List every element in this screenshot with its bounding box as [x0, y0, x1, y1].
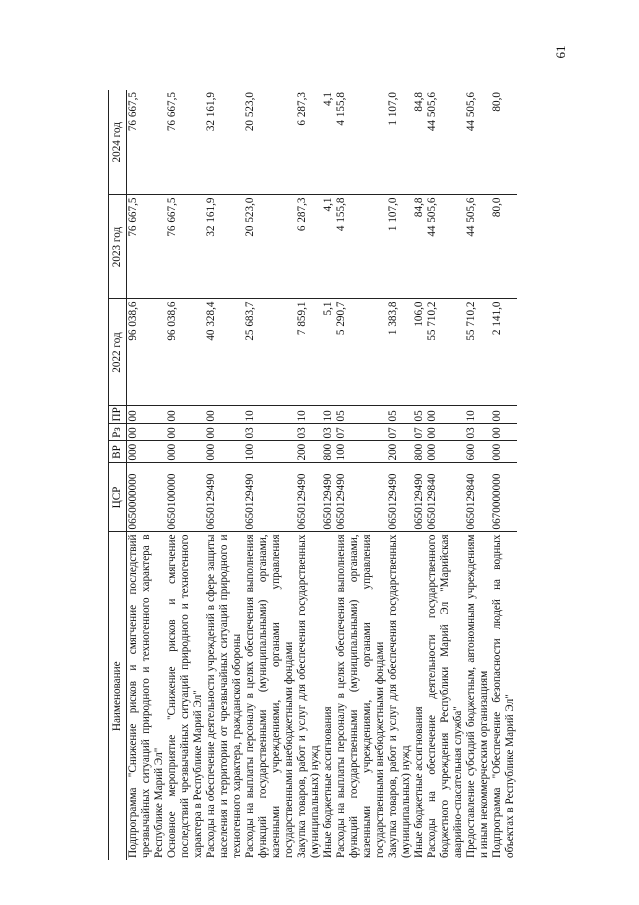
row-csr: 0650129490 [244, 463, 296, 532]
row-name: Расходы на выплаты персоналу в целях обеспечения выполнения функций государственными (муниципальными) органами, казенными учреждениями, органами управления государственными внебюджетными фондами [244, 532, 296, 860]
row-pr: 00 [426, 406, 465, 424]
row-csr: 0650000000 [127, 463, 167, 532]
row-rz: 03 [296, 424, 322, 441]
row-2024: 4,1 [322, 92, 334, 106]
row-2023: 20 523,0 [244, 195, 296, 299]
row-name: Расходы на обеспечение деятельности учреждений в сфере защиты населения и территории от чрезвычайных ситуаций природного и техногенного характера, гражданской обороны [205, 532, 244, 860]
row-name: Расходы на обеспечение деятельности государственного бюджетного учреждения Республики Марий Эл "Марийская аварийно-спасательная служба" [426, 532, 465, 860]
table-row [127, 90, 167, 860]
row-rz: 07 [413, 424, 426, 441]
row-rz: 03 [244, 424, 296, 441]
row-csr: 0650129490 [205, 463, 244, 532]
row-2023: 4 155,8 [335, 195, 387, 299]
row-2022: 55 710,2 [426, 299, 465, 406]
row-csr: 0650100000 [166, 463, 205, 532]
table-row [205, 90, 244, 860]
table-row [426, 90, 465, 860]
table-body [127, 90, 518, 860]
row-vr: 000 [166, 441, 205, 463]
row-rz: 00 [426, 424, 465, 441]
row-pr: 10 [244, 406, 296, 424]
row-2023: 6 287,3 [296, 195, 322, 299]
row-2024: 76 667,5 [166, 92, 178, 132]
table-row [166, 90, 205, 860]
row-vr: 000 [426, 441, 465, 463]
row-vr: 000 [205, 441, 244, 463]
row-pr: 00 [166, 406, 205, 424]
row-2022: 2 141,0 [491, 299, 517, 406]
row-pr: 00 [491, 406, 517, 424]
row-2022: 5 290,7 [335, 299, 387, 406]
row-rz: 03 [465, 424, 491, 441]
row-2024: 80,0 [491, 92, 503, 112]
row-2023: 76 667,5 [166, 195, 205, 299]
row-name: Иные бюджетные ассигнования [413, 532, 426, 860]
header-pr: ПР [109, 406, 127, 424]
row-csr: 0650129490 [296, 463, 322, 532]
row-2023: 76 667,5 [127, 195, 167, 299]
row-2024: 4 155,8 [335, 92, 347, 126]
row-vr: 100 [335, 441, 387, 463]
header-csr: ЦСР [109, 463, 127, 532]
table-row [335, 90, 387, 860]
header-2024: 2024 год [109, 90, 127, 195]
row-name: Подпрограмма "Обеспечение безопасности людей на водных объектах в Республике Марий Эл" [491, 532, 517, 860]
row-2024: 44 505,6 [426, 92, 438, 132]
row-2023: 44 505,6 [426, 195, 465, 299]
header-2023: 2023 год [109, 195, 127, 299]
row-2022: 5,1 [322, 299, 335, 406]
row-rz: 00 [127, 424, 167, 441]
row-vr: 800 [322, 441, 335, 463]
row-pr: 00 [205, 406, 244, 424]
row-name: Иные бюджетные ассигнования [322, 532, 335, 860]
row-2022: 96 038,6 [166, 299, 205, 406]
row-2023: 84,8 [413, 195, 426, 299]
rotated-page-content [108, 90, 553, 860]
table-header-row [109, 90, 127, 860]
header-name: Наименование [109, 532, 127, 860]
row-pr: 05 [335, 406, 387, 424]
row-rz: 07 [387, 424, 413, 441]
row-rz: 07 [335, 424, 387, 441]
row-pr: 10 [465, 406, 491, 424]
row-name: Предоставление субсидий бюджетным, автономным учреждениям и иным некоммерческим организациям [465, 532, 491, 860]
row-2024: 76 667,5 [127, 92, 139, 132]
row-csr: 0670000000 [491, 463, 517, 532]
row-vr: 000 [491, 441, 517, 463]
row-vr: 200 [296, 441, 322, 463]
row-pr: 05 [413, 406, 426, 424]
row-vr: 200 [387, 441, 413, 463]
row-csr: 0650129490 [387, 463, 413, 532]
table-row [491, 90, 517, 860]
row-2023: 44 505,6 [465, 195, 491, 299]
row-csr: 0650129490 [322, 463, 335, 532]
table-row [244, 90, 296, 860]
row-pr: 00 [127, 406, 167, 424]
row-csr: 0650129840 [465, 463, 491, 532]
row-name: Расходы на выплаты персоналу в целях обеспечения выполнения функций государственными (муниципальными) органами, казенными учреждениями, органами управления государственными внебюджетными фондами [335, 532, 387, 860]
row-2022: 106,0 [413, 299, 426, 406]
row-2023: 4,1 [322, 195, 335, 299]
row-rz: 03 [322, 424, 335, 441]
header-2022: 2022 год [109, 299, 127, 406]
row-2022: 55 710,2 [465, 299, 491, 406]
row-2022: 7 859,1 [296, 299, 322, 406]
row-vr: 600 [465, 441, 491, 463]
row-2023: 1 107,0 [387, 195, 413, 299]
row-name: Подпрограмма "Снижение рисков и смягчение последствий чрезвычайных ситуаций природного и техногенного характера в Республике Марий Эл" [127, 532, 167, 860]
row-2024: 20 523,0 [244, 92, 256, 132]
row-2024: 6 287,3 [296, 92, 308, 126]
row-2023: 32 161,9 [205, 195, 244, 299]
row-vr: 800 [413, 441, 426, 463]
row-name: Закупка товаров, работ и услуг для обеспечения государственных (муниципальных) нужд [296, 532, 322, 860]
row-csr: 0650129490 [413, 463, 426, 532]
row-2024: 44 505,6 [465, 92, 477, 132]
row-pr: 05 [387, 406, 413, 424]
row-2022: 25 683,7 [244, 299, 296, 406]
table-row [413, 90, 426, 860]
row-pr: 10 [296, 406, 322, 424]
row-vr: 000 [127, 441, 167, 463]
row-vr: 100 [244, 441, 296, 463]
row-name: Закупка товаров, работ и услуг для обеспечения государственных (муниципальных) нужд [387, 532, 413, 860]
row-rz: 00 [491, 424, 517, 441]
header-rz: Рз [109, 424, 127, 441]
row-2022: 96 038,6 [127, 299, 167, 406]
row-rz: 00 [205, 424, 244, 441]
row-pr: 10 [322, 406, 335, 424]
page-number: 61 [553, 45, 568, 59]
row-csr: 0650129490 [335, 463, 387, 532]
row-csr: 0650129840 [426, 463, 465, 532]
row-2022: 40 328,4 [205, 299, 244, 406]
row-2022: 1 383,8 [387, 299, 413, 406]
row-2024: 84,8 [413, 92, 425, 112]
header-vr: ВР [109, 441, 127, 463]
row-2023: 80,0 [491, 195, 517, 299]
row-2024: 1 107,0 [387, 92, 399, 126]
table-row [296, 90, 322, 860]
table-row [465, 90, 491, 860]
row-name: Основное мероприятие "Снижение рисков и смягчение последствий чрезвычайных ситуаций природного и техногенного характера в Республике Марий Эл" [166, 532, 205, 860]
row-rz: 00 [166, 424, 205, 441]
budget-table [108, 90, 517, 860]
table-row [387, 90, 413, 860]
table-row [322, 90, 335, 860]
row-2024: 32 161,9 [205, 92, 217, 132]
